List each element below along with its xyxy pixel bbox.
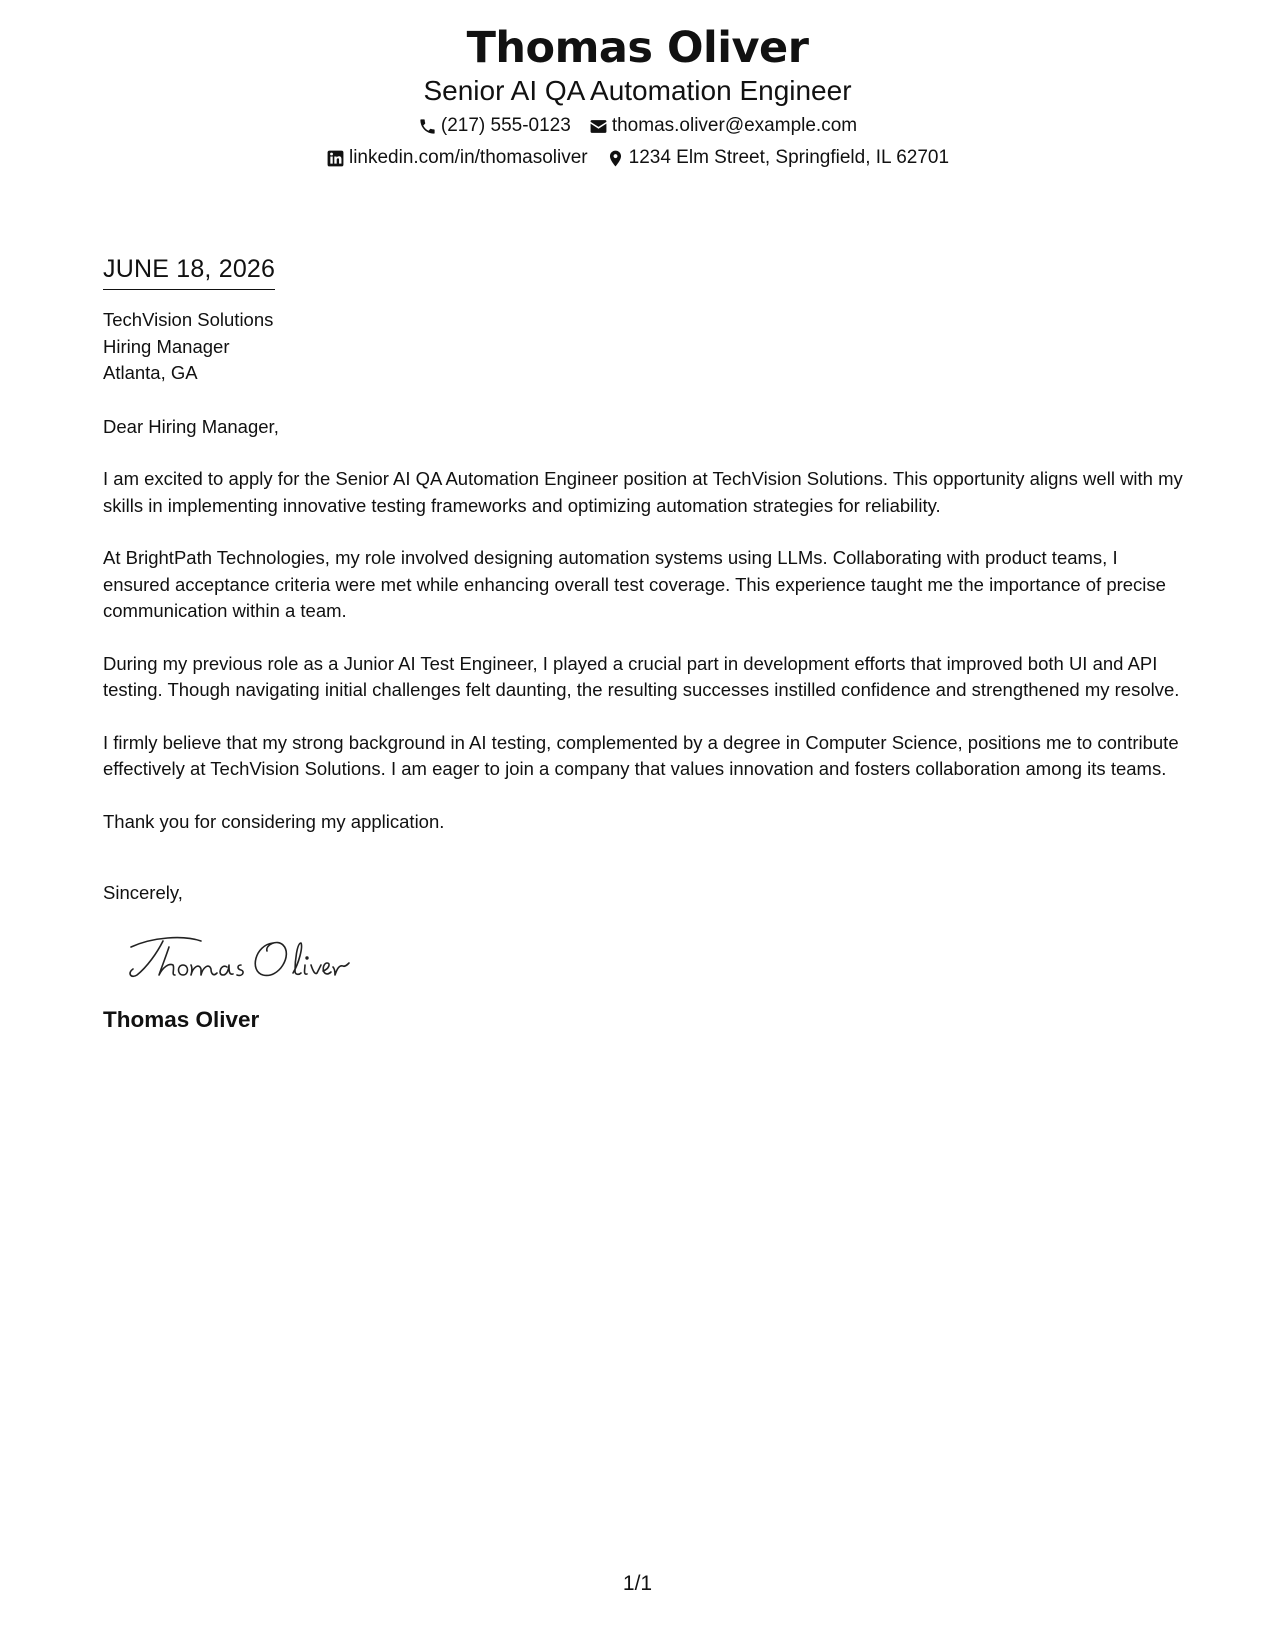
page-number: 1/1: [622, 1572, 653, 1595]
sender-title: Senior AI QA Automation Engineer: [423, 75, 852, 106]
contact-email: [589, 114, 857, 138]
phone-text: (217) 555-0123: [440, 115, 571, 136]
letter-date: JUNE 18, 2026: [103, 253, 275, 290]
recipient-role: Hiring Manager: [103, 335, 230, 357]
paragraph-thanks: Thank you for considering my application.: [103, 810, 445, 832]
recipient-company: TechVision Solutions: [103, 309, 274, 330]
phone-icon: [418, 117, 437, 136]
envelope-icon: [589, 117, 608, 136]
recipient-block: [103, 307, 1183, 387]
greeting: Dear Hiring Manager,: [103, 415, 279, 437]
letter-body: [103, 253, 1183, 1035]
contact-phone: [418, 114, 571, 138]
linkedin-text: linkedin.com/in/thomasoliver: [348, 147, 588, 168]
linkedin-icon: [326, 149, 345, 168]
paragraph-experience: At BrightPath Technologies, my role involved designing automation systems using LLMs. Collaborating with product teams, I ensured acceptance criteria were met while enhancing overall test coverage. This experience taught me the importance of precise communication within a team.: [103, 547, 1166, 621]
contact-address: [606, 146, 949, 170]
contact-row-primary: [0, 114, 1275, 138]
map-pin-icon: [606, 149, 625, 168]
closing: Sincerely,: [103, 882, 183, 903]
recipient-location: Atlanta, GA: [103, 362, 198, 383]
sender-name: Thomas Oliver: [466, 23, 809, 73]
contact-linkedin: [326, 146, 588, 170]
address-text: 1234 Elm Street, Springfield, IL 62701: [628, 147, 950, 168]
letter-header: [0, 22, 1275, 170]
email-text: thomas.oliver@example.com: [611, 115, 858, 136]
paragraph-intro: I am excited to apply for the Senior AI QA Automation Engineer position at TechVision Solutions. This opportunity aligns well with my skills in implementing innovative testing frameworks and optimizing automation strategies for reliability.: [103, 468, 1183, 516]
paragraph-motivation: I firmly believe that my strong background in AI testing, complemented by a degree in Computer Science, positions me to contribute effectively at TechVision Solutions. I am eager to join a company that values innovation and fosters collaboration among its teams.: [103, 731, 1179, 779]
signed-name: Thomas Oliver: [103, 1006, 260, 1032]
paragraph-previous-role: During my previous role as a Junior AI Test Engineer, I played a crucial part in development efforts that improved both UI and API testing. Though navigating initial challenges felt daunting, the resulting successes instilled confidence and strengthened my resolve.: [103, 652, 1180, 700]
contact-row-secondary: [0, 146, 1275, 170]
handwritten-signature: [123, 925, 1183, 995]
